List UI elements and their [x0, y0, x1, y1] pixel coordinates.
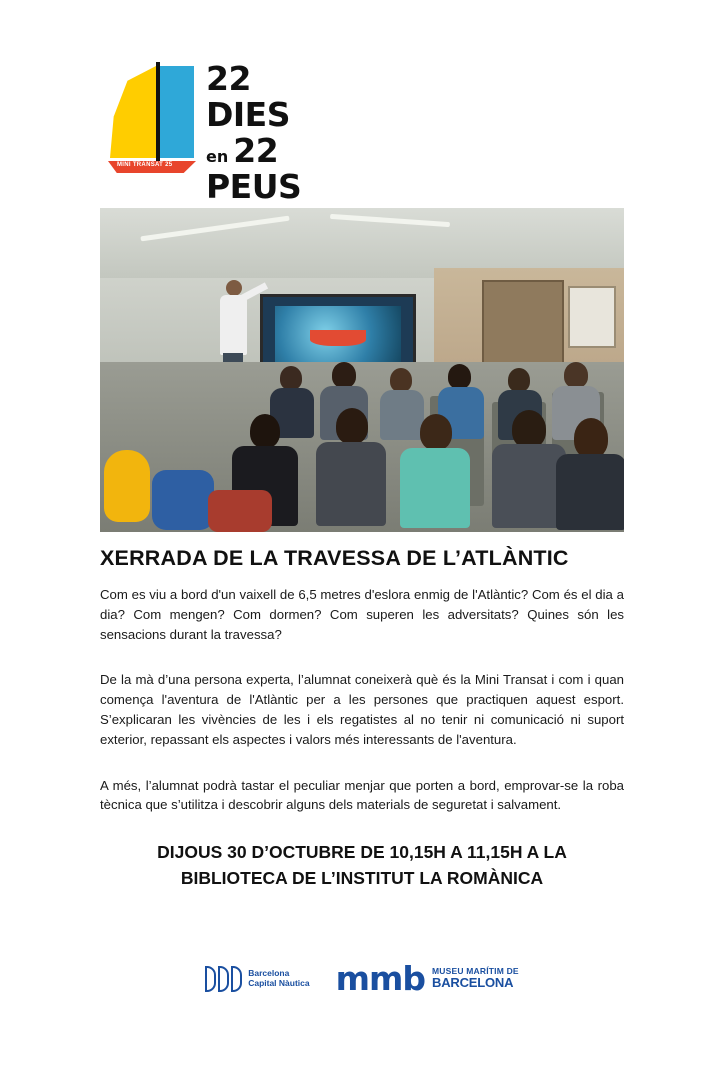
- sail-blue-shape: [160, 66, 194, 158]
- audience-head: [336, 408, 368, 444]
- event-details: [100, 839, 624, 892]
- yellow-bag: [104, 450, 150, 522]
- logo-line2-small: en: [206, 147, 229, 166]
- bcn-logo-line1: Barcelona: [248, 967, 290, 978]
- logo-line3-number: 22: [233, 131, 279, 170]
- screen-boat-shape: [310, 330, 365, 346]
- audience-body: [316, 442, 386, 526]
- description-paragraph: De la mà d’una persona experta, l’alumnat coneixerà què és la Mini Transat i com i quan comença l'aventura de l'Atlàntic per a les persones que practiquen aquest esport. S’explicaran les vivències de les i els regatistes al no tenir ni comunicació ni suport exterior, repassant els aspectes i valors més interessants de l'aventura.: [100, 672, 624, 747]
- audience-body: [400, 448, 470, 528]
- audience-head: [508, 368, 530, 392]
- event-details-line2: BIBLIOTECA DE L’INSTITUT LA ROMÀNICA: [180, 868, 544, 889]
- blue-bag: [152, 470, 214, 530]
- poster-page: [0, 59, 724, 1086]
- mast-shape: [156, 62, 160, 162]
- red-bag: [208, 490, 272, 532]
- audience-body: [492, 444, 566, 528]
- audience-body: [556, 454, 624, 530]
- sailboat-icon: [108, 62, 196, 172]
- page-title: XERRADA DE LA TRAVESSA DE L’ATLÀNTIC: [100, 546, 569, 570]
- audience-head: [512, 410, 546, 448]
- audience-head: [390, 368, 412, 392]
- audience-head: [574, 418, 608, 458]
- logo-line4-word: PEUS: [206, 167, 302, 206]
- audience-head: [332, 362, 356, 388]
- audience-head: [564, 362, 588, 388]
- barcelona-capital-nautica-logo: [205, 966, 309, 992]
- sail-yellow-shape: [110, 66, 156, 158]
- audience-head: [448, 364, 471, 389]
- speaker-body: [220, 295, 247, 355]
- museu-maritim-logo: [335, 959, 519, 998]
- sponsor-logos: [100, 959, 624, 998]
- photo-window: [568, 286, 616, 348]
- event-details-line1: DIJOUS 30 D’OCTUBRE DE 10,15H A 11,15H A LA: [157, 842, 567, 863]
- logo-line2-word: DIES: [206, 95, 290, 134]
- event-photo: [100, 208, 624, 532]
- screen-image: [275, 306, 401, 368]
- mmb-logo-line1: MUSEU MARÍTIM DE: [432, 965, 519, 976]
- logo-wordmark: [206, 59, 302, 230]
- logo-line1-number: 22: [206, 59, 251, 98]
- speaker-head: [226, 280, 242, 296]
- audience-head: [420, 414, 452, 450]
- activities-paragraph: A més, l’alumnat podrà tastar el peculiar menjar que porten a bord, emprovar-se la roba tècnica que s’utilitza i descobrir alguns dels materials de seguretat i salvament.: [100, 777, 624, 813]
- intro-paragraph: Com es viu a bord d'un vaixell de 6,5 metres d'eslora enmig de l'Atlàntic? Com és el dia a dia? Com mengen? Com dormen? Com superen les adversitats? Quines són les sensacions durant la travessa?: [100, 587, 624, 642]
- mmb-logo-line2: BARCELONA: [432, 975, 514, 991]
- audience-head: [250, 414, 280, 448]
- mmb-wordmark: mmb: [335, 959, 426, 998]
- bbb-mark-icon: [205, 966, 242, 992]
- audience-head: [280, 366, 302, 390]
- audience-area: [100, 362, 624, 532]
- bcn-logo-line2: Capital Nàutica: [248, 977, 310, 988]
- mini-transat-label: MINI TRANSAT 25: [117, 162, 173, 168]
- event-logo: [100, 59, 624, 206]
- audience-body: [380, 390, 424, 440]
